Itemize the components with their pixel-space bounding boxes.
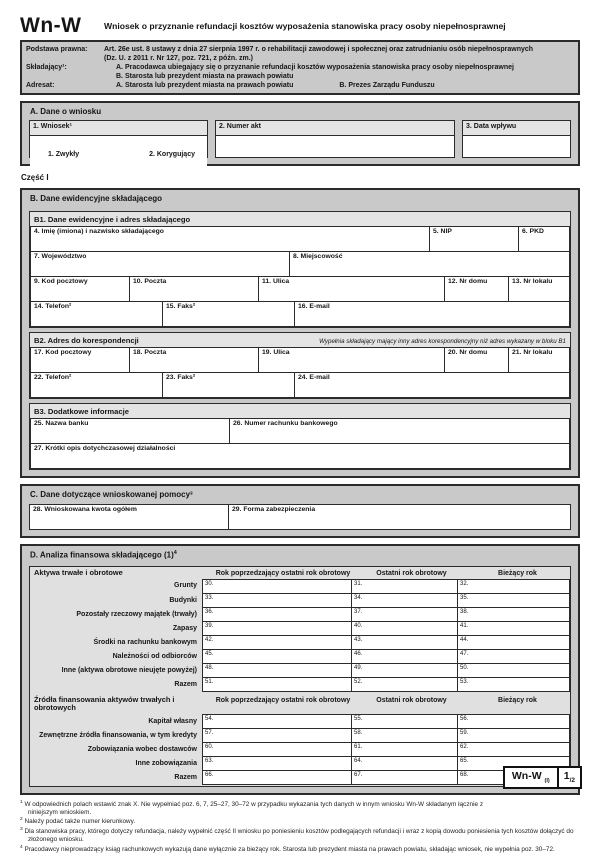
row-label-zapasy: Zapasy — [172, 624, 197, 632]
section-c-title: C. Dane dotyczące wnioskowanej pomocy³ — [30, 490, 193, 500]
cell-49[interactable]: 49. — [351, 663, 458, 678]
field-24-email[interactable]: 24. E-mail — [294, 372, 570, 398]
table2-title: Źródła finansowania aktywów trwałych i obrotowych — [34, 694, 175, 713]
row-label-zobowiazania-dostawcy: Zobowiązania wobec dostawców — [87, 746, 197, 753]
field-1-options — [30, 136, 207, 172]
cell-51[interactable]: 51. — [202, 677, 352, 692]
footnote-4 — [20, 845, 580, 854]
page-box-page — [559, 768, 580, 787]
field-25-nazwa-banku[interactable]: 25. Nazwa banku — [30, 418, 230, 444]
row-label-budynki: Budynki — [169, 596, 197, 604]
b2-row-1 — [30, 348, 570, 373]
cell-47[interactable]: 47. — [457, 649, 570, 664]
cell-61[interactable]: 61. — [351, 742, 458, 757]
cell-56[interactable]: 56. — [457, 714, 570, 729]
field-19-ulica[interactable]: 19. Ulica — [258, 347, 445, 373]
field-7-wojewodztwo[interactable]: 7. Województwo — [30, 251, 290, 277]
table1-title: Aktywa trwałe i obrotowe — [34, 568, 123, 578]
page-box-page-den: /2 — [569, 777, 575, 785]
subsection-b2-title: B2. Adres do korespondencji — [34, 336, 139, 346]
cell-62[interactable]: 62. — [457, 742, 570, 757]
footnote-2-text: Należy podać także numer kierunkowy. — [24, 818, 136, 826]
field-27-krotki-opis[interactable]: 27. Krótki opis dotychczasowej działalności — [30, 443, 570, 469]
cell-63[interactable]: 63. — [202, 756, 352, 771]
col-header-rok-poprzedzajacy-2: Rok poprzedzający ostatni rok obrotowy — [215, 696, 351, 704]
page-box-form-code — [505, 768, 559, 787]
form-header — [20, 14, 580, 38]
table-row — [30, 771, 570, 785]
wniosek-option-zwykly[interactable]: 1. Zwykły — [48, 150, 80, 158]
b2-row-2 — [30, 373, 570, 398]
legal-text-skladajacy — [104, 63, 574, 81]
legal-basis-box — [20, 40, 580, 95]
footnotes — [20, 800, 580, 854]
table-row — [30, 650, 570, 664]
b3-row-1 — [30, 419, 570, 444]
cell-68[interactable]: 68. — [457, 770, 570, 785]
cell-37[interactable]: 37. — [351, 607, 458, 622]
cell-64[interactable]: 64. — [351, 756, 458, 771]
field-23-faks[interactable]: 23. Faks² — [162, 372, 295, 398]
row-label-inne-aktywa: Inne (aktywa obrotowe nieujęte powyżej) — [61, 666, 197, 674]
legal-label-adresat: Adresat: — [26, 82, 55, 90]
cell-59[interactable]: 59. — [457, 728, 570, 743]
footnote-2-marker: 2 — [20, 817, 23, 823]
table-row — [30, 714, 570, 729]
table-row — [30, 608, 570, 622]
cell-41[interactable]: 41. — [457, 621, 570, 636]
field-22-telefon[interactable]: 22. Telefon² — [30, 372, 163, 398]
field-1-wniosek — [29, 120, 208, 158]
cell-58[interactable]: 58. — [351, 728, 458, 743]
col-header-biezacy-rok-2: Bieżący rok — [498, 696, 537, 704]
col-header-ostatni-rok-2: Ostatni rok obrotowy — [376, 696, 447, 704]
row-label-naleznosci: Należności od odbiorców — [112, 652, 197, 660]
field-14-telefon[interactable]: 14. Telefon² — [30, 301, 163, 327]
footnote-3-text: Dla stanowiska pracy, którego dotyczy refundacja, należy wypełnić część II wniosku po poniesieniu kosztów podlegających refundacji i wraz z kopią dowodu poniesienia tych kosztów dołączyć do złożonego wniosku. — [24, 828, 574, 844]
field-3-label: 3. Data wpływu — [463, 121, 570, 136]
b1-row-2 — [30, 252, 570, 277]
field-1-label: 1. Wniosek¹ — [30, 121, 207, 136]
field-2-numer-akt — [215, 120, 455, 158]
table2-header — [30, 694, 570, 714]
field-4-imie-nazwisko[interactable]: 4. Imię (imiona) i nazwisko składającego — [30, 226, 430, 252]
cell-30[interactable]: 30. — [202, 579, 352, 594]
legal-text-line1: Art. 26e ust. 8 ustawy z dnia 27 sierpnia 1997 r. o rehabilitacji zawodowej i społecznej oraz zatrudnianiu osób niepełnosprawnych — [104, 46, 534, 53]
field-3-data-wplywu — [462, 120, 571, 158]
cell-43[interactable]: 43. — [351, 635, 458, 650]
footnote-1-marker: 1 — [20, 799, 23, 805]
form-code: Wn-W — [20, 14, 82, 37]
legal-text-podstawa — [104, 45, 574, 63]
b3-row-2 — [30, 444, 570, 469]
b1-row-1 — [30, 227, 570, 252]
subsection-b1 — [29, 211, 571, 328]
adresat-option-b: B. Prezes Zarządu Funduszu — [339, 82, 435, 90]
financial-table — [29, 566, 571, 787]
cell-67[interactable]: 67. — [351, 770, 458, 785]
page-box-code-text: Wn-W — [511, 770, 542, 782]
part-1-label: Część I — [21, 173, 49, 183]
row-label-razem-zrodla: Razem — [174, 774, 197, 781]
table-row — [30, 757, 570, 771]
row-label-pozostaly-majatek: Pozostały rzeczowy majątek (trwały) — [76, 610, 197, 618]
cell-66[interactable]: 66. — [202, 770, 352, 785]
cell-54[interactable]: 54. — [202, 714, 352, 729]
section-a-title: A. Dane o wniosku — [30, 107, 102, 117]
table-row — [30, 678, 570, 692]
legal-label-podstawa: Podstawa prawna: — [26, 46, 88, 53]
field-21-nr-lokalu[interactable]: 21. Nr lokalu — [508, 347, 570, 373]
table-row — [30, 664, 570, 678]
cell-46[interactable]: 46. — [351, 649, 458, 664]
row-label-razem-aktywa: Razem — [174, 680, 197, 688]
cell-53[interactable]: 53. — [457, 677, 570, 692]
cell-48[interactable]: 48. — [202, 663, 352, 678]
row-label-inne-zobowiazania: Inne zobowiązania — [135, 760, 197, 767]
field-20-nr-domu[interactable]: 20. Nr domu — [444, 347, 509, 373]
field-16-email[interactable]: 16. E-mail — [294, 301, 570, 327]
section-b-title: B. Dane ewidencyjne składającego — [30, 194, 163, 204]
cell-65[interactable]: 65. — [457, 756, 570, 771]
subsection-b1-title: B1. Dane ewidencyjne i adres składającego — [34, 215, 191, 225]
section-c — [20, 484, 580, 538]
table-row — [30, 594, 570, 608]
field-2-label: 2. Numer akt — [216, 121, 454, 136]
legal-row-adresat — [26, 81, 574, 90]
field-12-nr-domu[interactable]: 12. Nr domu — [444, 276, 509, 302]
field-5-nip[interactable]: 5. NIP — [429, 226, 519, 252]
field-17-kod-pocztowy[interactable]: 17. Kod pocztowy — [30, 347, 130, 373]
footnote-3-marker: 3 — [20, 826, 23, 832]
field-10-poczta[interactable]: 10. Poczta — [129, 276, 259, 302]
table-row — [30, 636, 570, 650]
field-8-miejscowosc[interactable]: 8. Miejscowość — [289, 251, 570, 277]
section-d — [20, 544, 580, 794]
cell-39[interactable]: 39. — [202, 621, 352, 636]
footnote-1-text: W odpowiednich polach wstawić znak X. Nie wypełniać poz. 6, 7, 25–27, 30–72 w przypadku wykazania tych danych w innym wniosku Wn-W składanym łącznie z niniejszym wnioskiem. — [24, 800, 484, 817]
row-label-kapital-wlasny: Kapitał własny — [148, 717, 197, 725]
section-a-boxes — [29, 120, 571, 158]
cell-52[interactable]: 52. — [351, 677, 458, 692]
adresat-option-a: A. Starosta lub prezydent miasta na prawach powiatu — [116, 82, 294, 90]
section-d-title-sup: 4 — [173, 550, 177, 557]
footnote-3 — [20, 827, 580, 845]
b1-row-4 — [30, 302, 570, 327]
cell-36[interactable]: 36. — [202, 607, 352, 622]
cell-50[interactable]: 50. — [457, 663, 570, 678]
section-b — [20, 188, 580, 478]
cell-33[interactable]: 33. — [202, 593, 352, 608]
field-15-faks[interactable]: 15. Faks² — [162, 301, 295, 327]
row-label-srodki-na-rachunku: Środki na rachunku bankowym — [93, 638, 197, 646]
section-d-title — [29, 548, 571, 564]
table-row — [30, 743, 570, 757]
skladajacy-option-a: A. Pracodawca ubiegający się o przyznanie refundacji kosztów wyposażenia stanowiska pracy osoby niepełnosprawnej — [116, 64, 514, 72]
col-header-biezacy-rok: Bieżący rok — [498, 570, 537, 578]
legal-text-adresat — [104, 81, 574, 90]
table1-header — [30, 567, 570, 579]
page-box-page-num: 1 — [563, 770, 570, 782]
cell-32[interactable]: 32. — [457, 579, 570, 594]
table-row — [30, 622, 570, 636]
row-label-zewnetrzne-zrodla: Zewnętrzne źródła finansowania, w tym kredyty — [39, 732, 197, 739]
field-26-numer-rachunku[interactable]: 26. Numer rachunku bankowego — [229, 418, 570, 444]
cell-35[interactable]: 35. — [457, 593, 570, 608]
section-a — [20, 101, 580, 166]
subsection-b2-header — [30, 333, 570, 348]
section-d-title-text: D. Analiza finansowa składającego (1) — [30, 551, 174, 561]
field-2-input-area[interactable] — [216, 136, 454, 157]
legal-row-skladajacy — [26, 63, 574, 81]
footnote-2 — [20, 817, 580, 826]
skladajacy-option-b: B. Starosta lub prezydent miasta na prawach powiatu — [116, 73, 294, 81]
subsection-b3 — [29, 403, 571, 470]
page-box-code-sub: (I) — [544, 778, 550, 785]
footnote-1 — [20, 800, 496, 818]
cell-38[interactable]: 38. — [457, 607, 570, 622]
cell-55[interactable]: 55. — [351, 714, 458, 729]
form-title: Wniosek o przyznanie refundacji kosztów wyposażenia stanowiska pracy osoby niepełnosprawnej — [104, 21, 506, 31]
c-row-1 — [29, 505, 571, 530]
field-11-ulica[interactable]: 11. Ulica — [258, 276, 445, 302]
wniosek-option-korygujacy[interactable]: 2. Korygujący — [149, 150, 195, 158]
cell-34[interactable]: 34. — [351, 593, 458, 608]
footnote-4-marker: 4 — [20, 844, 23, 850]
field-9-kod-pocztowy[interactable]: 9. Kod pocztowy — [30, 276, 130, 302]
subsection-b3-title: B3. Dodatkowe informacje — [34, 407, 129, 417]
legal-label-skladajacy: Składający¹: — [26, 64, 67, 72]
cell-40[interactable]: 40. — [351, 621, 458, 636]
field-28-wnioskowana-kwota[interactable]: 28. Wnioskowana kwota ogółem — [29, 504, 229, 530]
cell-45[interactable]: 45. — [202, 649, 352, 664]
col-header-rok-poprzedzajacy: Rok poprzedzający ostatni rok obrotowy — [215, 570, 351, 578]
subsection-b2 — [29, 332, 571, 399]
cell-60[interactable]: 60. — [202, 742, 352, 757]
field-18-poczta[interactable]: 18. Poczta — [129, 347, 259, 373]
page-number-box — [503, 766, 582, 789]
field-29-forma-zabezpieczenia[interactable]: 29. Forma zabezpieczenia — [228, 504, 571, 530]
cell-57[interactable]: 57. — [202, 728, 352, 743]
cell-31[interactable]: 31. — [351, 579, 458, 594]
legal-text-line2: (Dz. U. z 2011 r. Nr 127, poz. 721, z późn. zm.) — [104, 55, 253, 63]
cell-44[interactable]: 44. — [457, 635, 570, 650]
b1-row-3 — [30, 277, 570, 302]
footnote-4-text: Pracodawcy nieprowadzący ksiąg rachunkowych wykazują dane wyłącznie za bieżący rok. Starosta lub prezydent miasta na prawach powiatu, składając wniosek, nie wypełnia poz. 30–72. — [24, 845, 555, 853]
table-row — [30, 579, 570, 594]
subsection-b2-note: Wypełnia składający mający inny adres korespondencyjny niż adres wykazany w bloku B1 — [319, 338, 566, 346]
cell-42[interactable]: 42. — [202, 635, 352, 650]
field-13-nr-lokalu[interactable]: 13. Nr lokalu — [508, 276, 570, 302]
col-header-ostatni-rok: Ostatni rok obrotowy — [376, 570, 447, 578]
field-3-input-area[interactable] — [463, 136, 570, 157]
field-6-pkd[interactable]: 6. PKD — [518, 226, 570, 252]
row-label-grunty: Grunty — [174, 582, 197, 590]
legal-row-podstawa — [26, 45, 574, 63]
table-row — [30, 729, 570, 743]
